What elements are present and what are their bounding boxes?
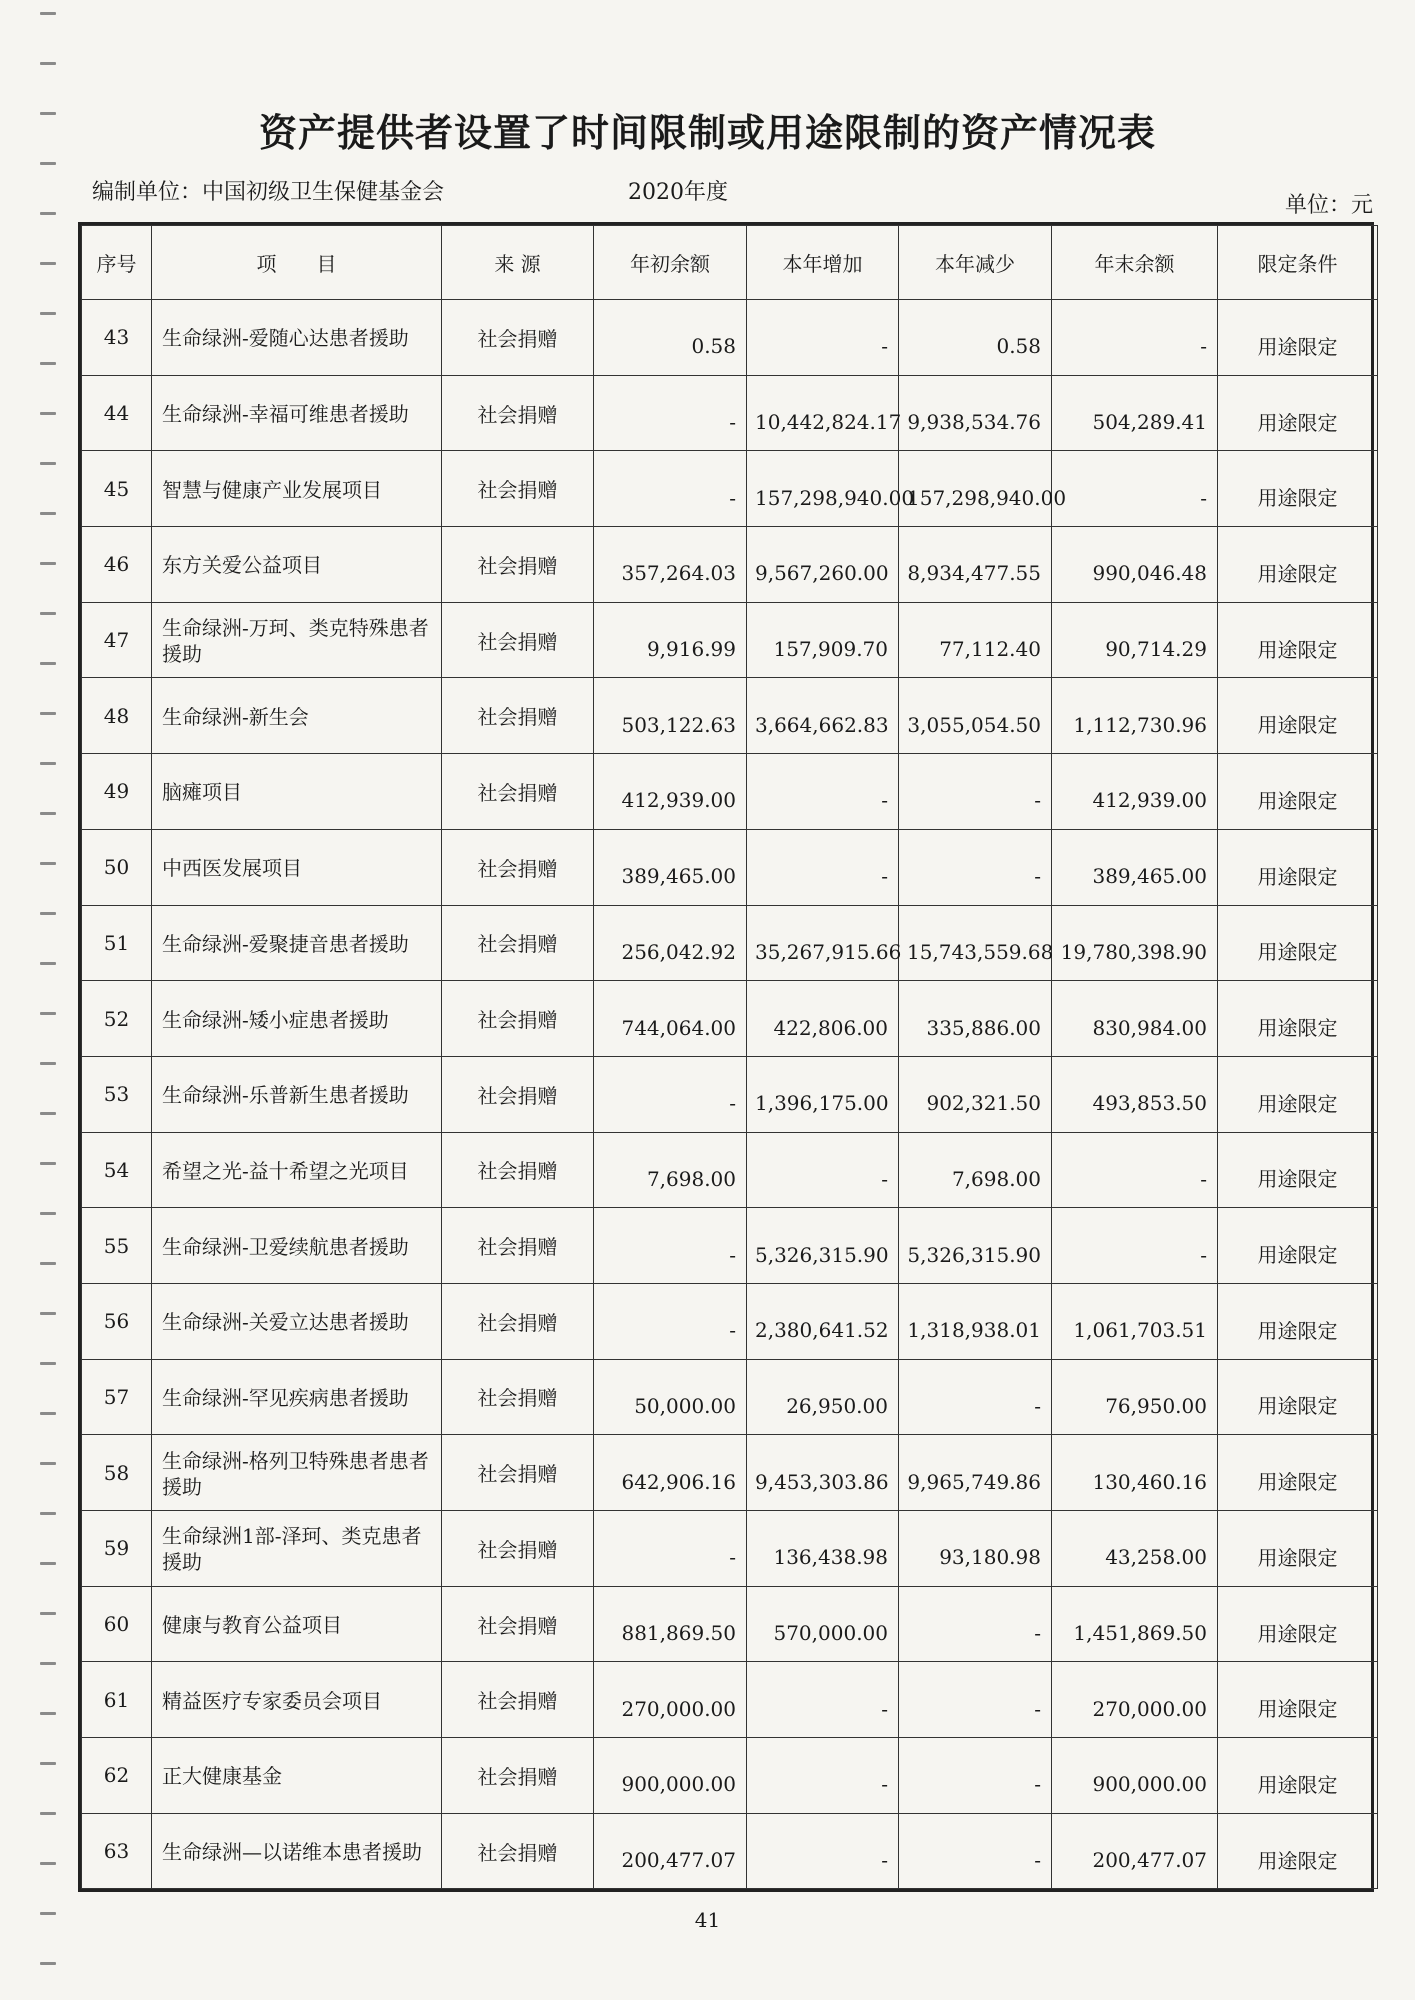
cell-source: 社会捐赠 [442,1662,594,1738]
binding-hole-mark [40,1362,56,1365]
header-source: 来 源 [442,226,594,300]
cell-condition: 用途限定 [1218,754,1378,830]
binding-hole-mark [40,1762,56,1765]
report-year: 2020年度 [628,180,728,205]
cell-source: 社会捐赠 [442,754,594,830]
cell-condition: 用途限定 [1218,905,1378,981]
cell-name: 生命绿洲-乐普新生患者援助 [152,1056,442,1132]
cell-opening: 900,000.00 [594,1738,747,1814]
binding-hole-mark [40,12,56,15]
cell-condition: 用途限定 [1218,300,1378,376]
binding-hole-mark [40,412,56,415]
binding-hole-mark [40,362,56,365]
table-row [82,829,1378,905]
cell-name: 脑瘫项目 [152,754,442,830]
cell-no: 52 [82,981,152,1057]
cell-condition: 用途限定 [1218,678,1378,754]
table-row [82,1586,1378,1662]
binding-hole-mark [40,1512,56,1515]
cell-decrease: 3,055,054.50 [899,678,1052,754]
cell-source: 社会捐赠 [442,1132,594,1208]
cell-condition: 用途限定 [1218,829,1378,905]
cell-source: 社会捐赠 [442,1359,594,1435]
cell-increase: 157,909.70 [747,602,899,678]
table-row [82,300,1378,376]
cell-opening: 412,939.00 [594,754,747,830]
binding-hole-mark [40,912,56,915]
cell-condition: 用途限定 [1218,1056,1378,1132]
cell-closing: 412,939.00 [1052,754,1218,830]
cell-closing: 1,061,703.51 [1052,1283,1218,1359]
cell-condition: 用途限定 [1218,602,1378,678]
cell-closing: 389,465.00 [1052,829,1218,905]
cell-no: 59 [82,1511,152,1587]
cell-source: 社会捐赠 [442,1283,594,1359]
cell-increase: 5,326,315.90 [747,1208,899,1284]
cell-decrease: 5,326,315.90 [899,1208,1052,1284]
cell-no: 57 [82,1359,152,1435]
cell-increase: 26,950.00 [747,1359,899,1435]
header-closing: 年末余额 [1052,226,1218,300]
binding-hole-mark [40,312,56,315]
cell-condition: 用途限定 [1218,1738,1378,1814]
binding-hole-mark [40,1862,56,1865]
binding-hole-mark [40,1562,56,1565]
cell-decrease: - [899,1359,1052,1435]
cell-opening: - [594,451,747,527]
cell-opening: 357,264.03 [594,527,747,603]
cell-increase: - [747,754,899,830]
cell-name: 生命绿洲—以诺维本患者援助 [152,1813,442,1889]
cell-closing: - [1052,451,1218,527]
binding-hole-mark [40,862,56,865]
cell-opening: - [594,1056,747,1132]
table-row [82,1738,1378,1814]
binding-hole-mark [40,1412,56,1415]
cell-decrease: 9,965,749.86 [899,1435,1052,1511]
cell-increase: 9,567,260.00 [747,527,899,603]
binding-hole-mark [40,262,56,265]
cell-no: 53 [82,1056,152,1132]
table-row [82,981,1378,1057]
binding-hole-mark [40,1462,56,1465]
binding-hole-mark [40,1612,56,1615]
cell-decrease: 1,318,938.01 [899,1283,1052,1359]
cell-closing: 43,258.00 [1052,1511,1218,1587]
cell-source: 社会捐赠 [442,905,594,981]
cell-no: 54 [82,1132,152,1208]
binding-hole-mark [40,1962,56,1965]
cell-closing: 990,046.48 [1052,527,1218,603]
cell-no: 56 [82,1283,152,1359]
cell-opening: 200,477.07 [594,1813,747,1889]
header-decrease: 本年减少 [899,226,1052,300]
binding-hole-mark [40,812,56,815]
cell-increase: 3,664,662.83 [747,678,899,754]
cell-closing: 493,853.50 [1052,1056,1218,1132]
binding-hole-mark [40,1662,56,1665]
cell-name: 生命绿洲-罕见疾病患者援助 [152,1359,442,1435]
cell-no: 55 [82,1208,152,1284]
binding-hole-mark [40,1112,56,1115]
binding-hole-mark [40,1712,56,1715]
cell-no: 50 [82,829,152,905]
cell-closing: 900,000.00 [1052,1738,1218,1814]
cell-increase: - [747,1738,899,1814]
cell-no: 60 [82,1586,152,1662]
table-row [82,1511,1378,1587]
restricted-assets-table [78,222,1374,1892]
cell-source: 社会捐赠 [442,1813,594,1889]
cell-name: 生命绿洲-幸福可维患者援助 [152,375,442,451]
cell-condition: 用途限定 [1218,1283,1378,1359]
cell-decrease: - [899,1813,1052,1889]
cell-no: 63 [82,1813,152,1889]
cell-no: 47 [82,602,152,678]
cell-increase: 35,267,915.66 [747,905,899,981]
header-increase: 本年增加 [747,226,899,300]
cell-decrease: 9,938,534.76 [899,375,1052,451]
cell-source: 社会捐赠 [442,1586,594,1662]
cell-name: 健康与教育公益项目 [152,1586,442,1662]
cell-source: 社会捐赠 [442,1435,594,1511]
cell-source: 社会捐赠 [442,1056,594,1132]
cell-name: 生命绿洲-关爱立达患者援助 [152,1283,442,1359]
cell-decrease: - [899,1662,1052,1738]
table-row [82,905,1378,981]
table-row [82,1359,1378,1435]
binding-hole-mark [40,962,56,965]
binding-hole-mark [40,1212,56,1215]
cell-source: 社会捐赠 [442,678,594,754]
header-condition: 限定条件 [1218,226,1378,300]
binding-hole-mark [40,712,56,715]
cell-increase: 136,438.98 [747,1511,899,1587]
cell-increase: 10,442,824.17 [747,375,899,451]
cell-condition: 用途限定 [1218,981,1378,1057]
cell-closing: 200,477.07 [1052,1813,1218,1889]
cell-condition: 用途限定 [1218,1586,1378,1662]
cell-name: 生命绿洲-爱聚捷音患者援助 [152,905,442,981]
cell-decrease: 335,886.00 [899,981,1052,1057]
cell-decrease: 0.58 [899,300,1052,376]
table-row [82,527,1378,603]
cell-opening: 503,122.63 [594,678,747,754]
cell-increase: 570,000.00 [747,1586,899,1662]
cell-closing: 504,289.41 [1052,375,1218,451]
cell-source: 社会捐赠 [442,300,594,376]
cell-condition: 用途限定 [1218,527,1378,603]
cell-source: 社会捐赠 [442,1208,594,1284]
cell-opening: 642,906.16 [594,1435,747,1511]
prepared-by: 编制单位：中国初级卫生保健基金会 [92,180,445,205]
binding-hole-mark [40,462,56,465]
cell-decrease: 77,112.40 [899,602,1052,678]
binding-hole-mark [40,512,56,515]
cell-closing: 76,950.00 [1052,1359,1218,1435]
table-row [82,678,1378,754]
table-row [82,1056,1378,1132]
cell-name: 智慧与健康产业发展项目 [152,451,442,527]
cell-decrease: 902,321.50 [899,1056,1052,1132]
table-row [82,1435,1378,1511]
cell-opening: - [594,1511,747,1587]
cell-closing: - [1052,1208,1218,1284]
cell-opening: 744,064.00 [594,981,747,1057]
binding-hole-mark [40,562,56,565]
cell-increase: - [747,300,899,376]
cell-decrease: 8,934,477.55 [899,527,1052,603]
cell-no: 43 [82,300,152,376]
binding-hole-mark [40,1162,56,1165]
cell-increase: 422,806.00 [747,981,899,1057]
binding-hole-mark [40,212,56,215]
binding-hole-mark [40,612,56,615]
cell-increase: 1,396,175.00 [747,1056,899,1132]
cell-opening: - [594,1208,747,1284]
cell-opening: 7,698.00 [594,1132,747,1208]
cell-name: 生命绿洲1部-泽珂、类克患者援助 [152,1511,442,1587]
table-header-row [82,226,1378,300]
cell-no: 58 [82,1435,152,1511]
binding-holes [28,0,58,2000]
table-row [82,1283,1378,1359]
header-opening: 年初余额 [594,226,747,300]
page-number: 41 [694,1908,721,1932]
table-row [82,1208,1378,1284]
cell-opening: 256,042.92 [594,905,747,981]
cell-no: 46 [82,527,152,603]
binding-hole-mark [40,1062,56,1065]
cell-name: 生命绿洲-卫爱续航患者援助 [152,1208,442,1284]
cell-condition: 用途限定 [1218,1208,1378,1284]
cell-source: 社会捐赠 [442,1511,594,1587]
cell-opening: - [594,375,747,451]
cell-closing: 90,714.29 [1052,602,1218,678]
binding-hole-mark [40,762,56,765]
cell-source: 社会捐赠 [442,451,594,527]
binding-hole-mark [40,1312,56,1315]
table-row [82,602,1378,678]
cell-opening: 389,465.00 [594,829,747,905]
cell-increase: 9,453,303.86 [747,1435,899,1511]
binding-hole-mark [40,62,56,65]
cell-name: 精益医疗专家委员会项目 [152,1662,442,1738]
cell-closing: 1,112,730.96 [1052,678,1218,754]
cell-decrease: 93,180.98 [899,1511,1052,1587]
cell-opening: 50,000.00 [594,1359,747,1435]
table-row [82,451,1378,527]
cell-decrease: - [899,1738,1052,1814]
binding-hole-mark [40,162,56,165]
binding-hole-mark [40,662,56,665]
cell-increase: - [747,1132,899,1208]
binding-hole-mark [40,1812,56,1815]
cell-closing: - [1052,1132,1218,1208]
document-title: 资产提供者设置了时间限制或用途限制的资产情况表 [258,110,1156,155]
binding-hole-mark [40,1012,56,1015]
cell-closing: 19,780,398.90 [1052,905,1218,981]
cell-decrease: 15,743,559.68 [899,905,1052,981]
cell-decrease: 157,298,940.00 [899,451,1052,527]
cell-source: 社会捐赠 [442,1738,594,1814]
table-row [82,375,1378,451]
cell-name: 生命绿洲-格列卫特殊患者患者援助 [152,1435,442,1511]
cell-opening: 270,000.00 [594,1662,747,1738]
cell-no: 44 [82,375,152,451]
header-name: 项 目 [152,226,442,300]
binding-hole-mark [40,1262,56,1265]
cell-source: 社会捐赠 [442,602,594,678]
cell-increase: - [747,829,899,905]
cell-no: 48 [82,678,152,754]
table-row [82,1132,1378,1208]
cell-condition: 用途限定 [1218,1359,1378,1435]
cell-condition: 用途限定 [1218,1511,1378,1587]
cell-no: 49 [82,754,152,830]
cell-condition: 用途限定 [1218,1813,1378,1889]
cell-source: 社会捐赠 [442,981,594,1057]
cell-increase: - [747,1813,899,1889]
cell-increase: - [747,1662,899,1738]
cell-increase: 157,298,940.00 [747,451,899,527]
cell-decrease: - [899,754,1052,830]
cell-opening: 9,916.99 [594,602,747,678]
cell-condition: 用途限定 [1218,451,1378,527]
cell-decrease: 7,698.00 [899,1132,1052,1208]
table-row [82,1813,1378,1889]
cell-condition: 用途限定 [1218,1132,1378,1208]
table-row [82,1662,1378,1738]
cell-name: 生命绿洲-新生会 [152,678,442,754]
header-no: 序号 [82,226,152,300]
cell-closing: 130,460.16 [1052,1435,1218,1511]
cell-condition: 用途限定 [1218,1435,1378,1511]
cell-name: 东方关爱公益项目 [152,527,442,603]
cell-closing: 1,451,869.50 [1052,1586,1218,1662]
cell-name: 中西医发展项目 [152,829,442,905]
cell-no: 61 [82,1662,152,1738]
cell-closing: - [1052,300,1218,376]
cell-name: 正大健康基金 [152,1738,442,1814]
cell-name: 生命绿洲-万珂、类克特殊患者援助 [152,602,442,678]
cell-no: 51 [82,905,152,981]
cell-condition: 用途限定 [1218,1662,1378,1738]
cell-decrease: - [899,1586,1052,1662]
cell-opening: - [594,1283,747,1359]
cell-no: 62 [82,1738,152,1814]
cell-increase: 2,380,641.52 [747,1283,899,1359]
table-row [82,754,1378,830]
cell-name: 生命绿洲-矮小症患者援助 [152,981,442,1057]
cell-decrease: - [899,829,1052,905]
cell-closing: 270,000.00 [1052,1662,1218,1738]
cell-opening: 0.58 [594,300,747,376]
cell-condition: 用途限定 [1218,375,1378,451]
cell-closing: 830,984.00 [1052,981,1218,1057]
cell-name: 希望之光-益十希望之光项目 [152,1132,442,1208]
currency-unit: 单位：元 [1284,193,1373,218]
cell-name: 生命绿洲-爱随心达患者援助 [152,300,442,376]
cell-opening: 881,869.50 [594,1586,747,1662]
cell-source: 社会捐赠 [442,829,594,905]
cell-no: 45 [82,451,152,527]
cell-source: 社会捐赠 [442,527,594,603]
cell-source: 社会捐赠 [442,375,594,451]
